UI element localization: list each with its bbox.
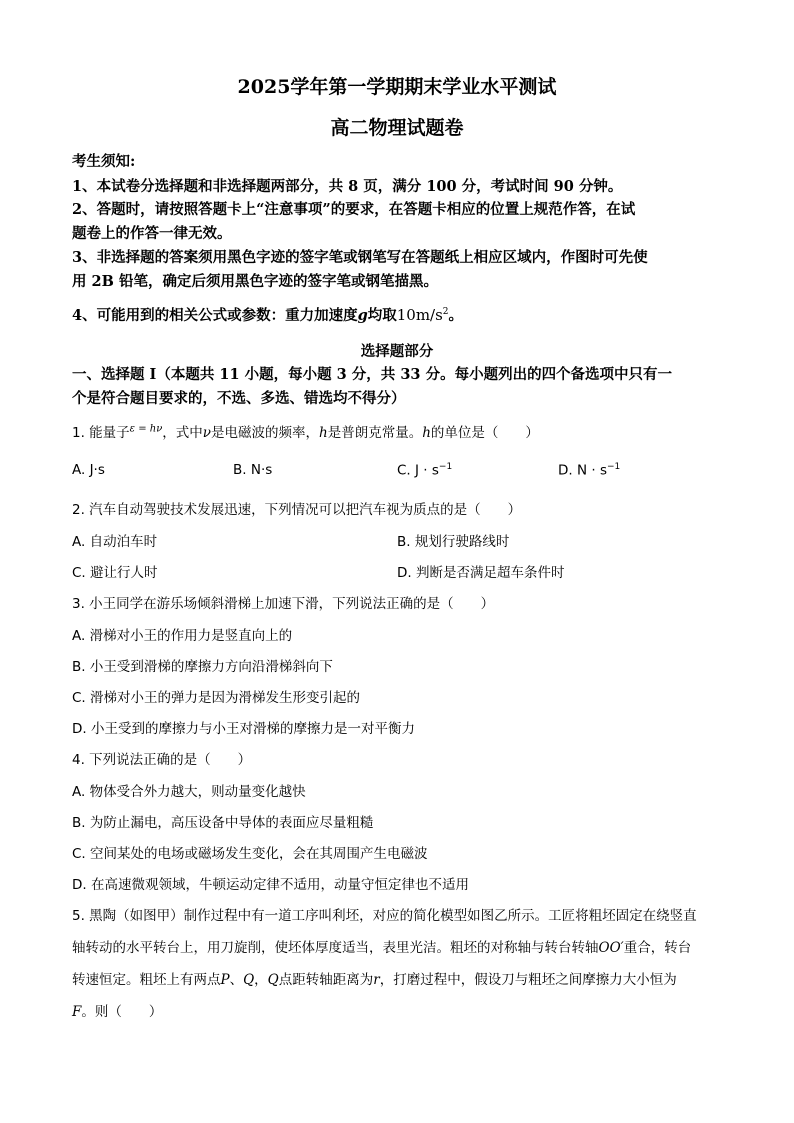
gravity-exponent: 2 — [442, 307, 449, 318]
q5-point-q2: Q — [267, 972, 279, 988]
q4-option-b[interactable]: B. 为防止漏电，高压设备中导体的表面应尽量粗糙 — [72, 815, 374, 831]
q1-option-d[interactable] — [558, 462, 620, 479]
q1-option-b[interactable]: B. N·s — [233, 462, 273, 478]
notice-item-1: 1、本试卷分选择题和非选择题两部分，共 8 页，满分 100 分，考试时间 90 分钟。 — [72, 178, 623, 195]
q5-axis-label: OO′ — [598, 940, 624, 956]
q1-option-c[interactable] — [397, 462, 452, 479]
question-5-line-4 — [72, 1000, 162, 1020]
q3-option-b[interactable]: B. 小王受到滑梯的摩擦力方向沿滑梯斜向下 — [72, 659, 333, 675]
notice-item-4 — [72, 304, 463, 325]
q5-force-f: F — [72, 1004, 82, 1020]
gravity-symbol: g — [357, 307, 368, 324]
q2-option-b[interactable]: B. 规划行驶路线时 — [397, 534, 510, 550]
question-3-stem: 3. 小王同学在游乐场倾斜滑梯上加速下滑，下列说法正确的是（ ） — [72, 596, 495, 612]
q4-option-a[interactable]: A. 物体受合外力越大，则动量变化越快 — [72, 784, 306, 800]
question-4-stem: 4. 下列说法正确的是（ ） — [72, 752, 252, 768]
q5-line3-b: 点距转轴距离为 — [278, 972, 374, 988]
q5-sep-1: 、 — [229, 972, 244, 988]
q5-point-q: Q — [243, 972, 255, 988]
q4-option-d[interactable]: D. 在高速微观领域，牛顿运动定律不适用，动量守恒定律也不适用 — [72, 877, 469, 893]
q5-line2-a: 轴转动的水平转台上，用刀旋削，使坯体厚度适当，表里光洁。粗坯的对称轴与转台转轴 — [72, 940, 599, 956]
notice-item-4-end: 。 — [448, 307, 464, 324]
q1-rest-a: ，式中 — [162, 425, 203, 441]
q1-rest-b: 是电磁波的频率， — [211, 425, 320, 441]
notice-item-2b: 题卷上的作答一律无效。 — [72, 225, 232, 242]
q1-option-c-exp: −1 — [438, 462, 453, 472]
section-intro-a: 一、选择题 I（本题共 11 小题，每小题 3 分，共 33 分。每小题列出的四个备选项中只有一 — [72, 366, 673, 383]
q1-option-d-text: D. N · s — [558, 462, 607, 479]
question-1-stem — [72, 421, 539, 441]
exam-subtitle: 高二物理试题卷 — [330, 117, 464, 139]
notice-item-3b: 用 2B 铅笔，确定后须用黑色字迹的签字笔或钢笔描黑。 — [72, 273, 438, 290]
q1-var-h: h — [319, 425, 328, 441]
q1-formula: ε = hν — [129, 423, 163, 435]
q1-var-v: ν — [202, 425, 212, 441]
question-2-stem: 2. 汽车自动驾驶技术发展迅速，下列情况可以把汽车视为质点的是（ ） — [72, 502, 522, 518]
q5-line3-c: ，打磨过程中，假设刀与粗坯之间摩擦力大小恒为 — [379, 972, 677, 988]
q1-rest-d: 的单位是（ ） — [430, 425, 539, 441]
q5-line4-rest: 。则（ ） — [81, 1004, 163, 1020]
gravity-value: 10m/s — [396, 306, 443, 324]
notice-item-4-mid: 均取 — [367, 307, 397, 324]
notice-item-4-prefix: 4、可能用到的相关公式或参数：重力加速度 — [72, 307, 358, 324]
q1-var-h2: h — [422, 425, 431, 441]
notice-item-3a: 3、非选择题的答案须用黑色字迹的签字笔或钢笔写在答题纸上相应区域内，作图时可先使 — [72, 249, 648, 266]
q5-line2-b: 重合，转台 — [623, 940, 692, 956]
q4-option-c[interactable]: C. 空间某处的电场或磁场发生变化，会在其周围产生电磁波 — [72, 846, 428, 862]
q1-rest-c: 是普朗克常量。 — [327, 425, 423, 441]
q1-option-d-exp: −1 — [606, 462, 621, 472]
notice-heading: 考生须知: — [72, 153, 136, 170]
question-5-line-2 — [72, 936, 691, 956]
q3-option-c[interactable]: C. 滑梯对小王的弹力是因为滑梯发生形变引起的 — [72, 690, 361, 706]
q5-sep-2: ， — [254, 972, 268, 988]
q3-option-d[interactable]: D. 小王受到的摩擦力与小王对滑梯的摩擦力是一对平衡力 — [72, 721, 415, 737]
q1-prefix: 1. 能量子 — [72, 425, 130, 441]
q2-option-c[interactable]: C. 避让行人时 — [72, 565, 158, 581]
q5-radius-r: r — [373, 972, 380, 988]
q2-option-d[interactable]: D. 判断是否满足超车条件时 — [397, 565, 565, 581]
question-5-line-1: 5. 黑陶（如图甲）制作过程中有一道工序叫利坯，对应的简化模型如图乙所示。工匠将粗坯固定在绕竖直 — [72, 908, 697, 924]
q5-line3-a: 转速恒定。粗坯上有两点 — [72, 972, 221, 988]
section-intro-b: 个是符合题目要求的，不选、多选、错选均不得分） — [72, 390, 406, 407]
section-heading: 选择题部分 — [360, 343, 434, 360]
exam-title: 2025学年第一学期期末学业水平测试 — [237, 76, 557, 98]
q1-option-a[interactable]: A. J·s — [72, 462, 105, 478]
notice-item-2a: 2、答题时，请按照答题卡上“注意事项”的要求，在答题卡相应的位置上规范作答，在试 — [72, 201, 636, 218]
q2-option-a[interactable]: A. 自动泊车时 — [72, 534, 158, 550]
q5-point-p: P — [220, 972, 230, 988]
question-5-line-3 — [72, 968, 677, 988]
q1-option-c-text: C. J · s — [397, 462, 439, 479]
q3-option-a[interactable]: A. 滑梯对小王的作用力是竖直向上的 — [72, 628, 293, 644]
